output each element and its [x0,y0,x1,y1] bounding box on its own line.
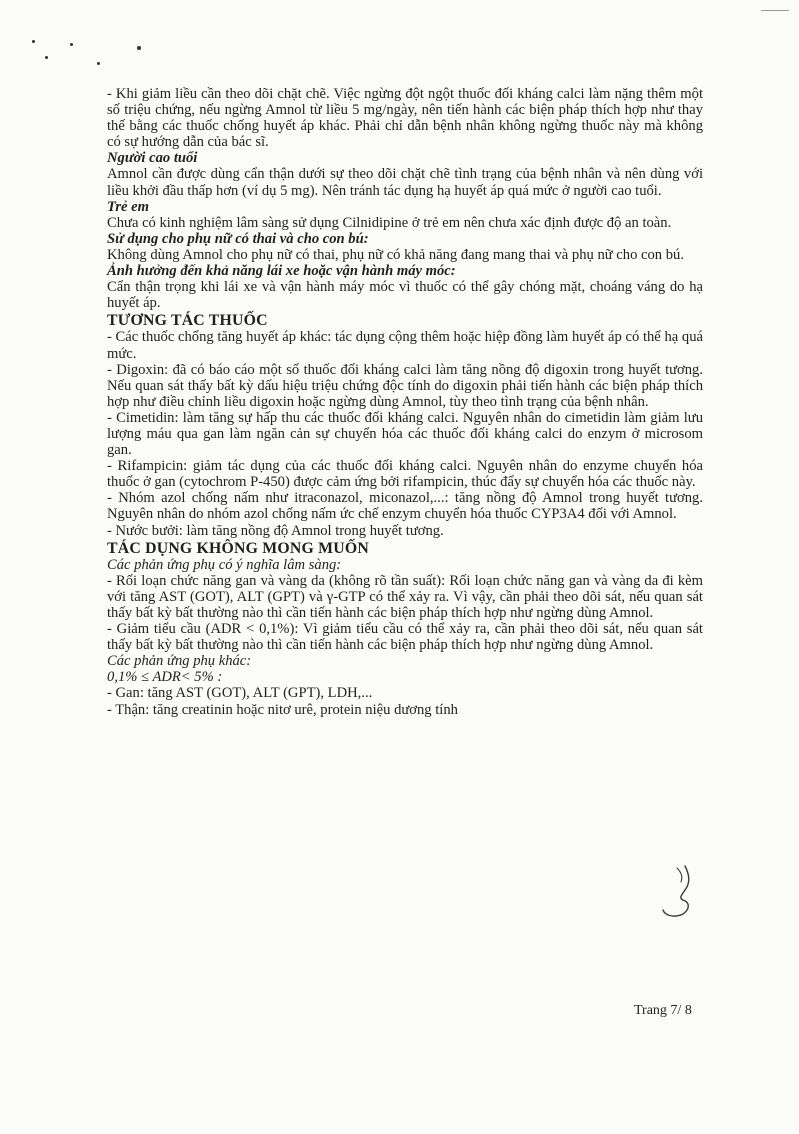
paragraph: Không dùng Amnol cho phụ nữ có thai, phụ nữ có khả năng đang mang thai và phụ nữ cho con bú. [107,246,684,263]
list-item: - Cimetidin: làm tăng sự hấp thu các thuốc đối kháng calci. Nguyên nhân do cimetidin làm giảm lưu lượng máu qua gan làm ngăn cản sự chuyển hóa các thuốc đối kháng calci do enzym ở microsom gan. [107,409,703,459]
section-title-interactions: TƯƠNG TÁC THUỐC [107,312,268,330]
paragraph: Cẩn thận trọng khi lái xe và vận hành máy móc vì thuốc có thể gây chóng mặt, choáng váng do hạ huyết áp. [107,279,703,312]
subheading-children: Trẻ em [107,198,150,215]
document-body [107,86,703,718]
list-item: - Digoxin: đã có báo cáo một số thuốc đối kháng calci làm tăng nồng độ digoxin trong huyết tương. Nếu quan sát thấy bất kỳ dấu hiệu triệu chứng độc tính do digoxin phải tiến hành các biện pháp thích hợp như điều chỉnh liều digoxin hoặc ngừng dùng Amnol, tùy theo tình trạng của bệnh nhân. [107,361,703,410]
list-item: - Các thuốc chống tăng huyết áp khác: tác dụng cộng thêm hoặc hiệp đồng làm huyết áp có thể hạ quá mức. [107,329,703,362]
subnote-clinical-reactions: Các phản ứng phụ có ý nghĩa lâm sàng: [107,556,342,573]
list-item: - Nhóm azol chống nấm như itraconazol, miconazol,...: tăng nồng độ Amnol trong huyết tương. Nguyên nhân do nhóm azol chống nấm ức chế enzym chuyển hóa thuốc CYP3A4 đối với Amnol. [107,490,703,523]
list-item: - Thận: tăng creatinin hoặc nitơ urê, protein niệu dương tính [107,701,458,718]
list-item: - Rối loạn chức năng gan và vàng da (không rõ tần suất): Rối loạn chức năng gan và vàng da đi kèm với tăng AST (GOT), ALT (GPT) và γ-GTP có thể xảy ra. Vì vậy, cần phải theo dõi sát, nếu quan sát thấy bất kỳ bất thường nào thì cần tiến hành các biện pháp thích hợp như ngừng dùng Amnol. [107,572,703,621]
subnote-frequency: 0,1% ≤ ADR< 5% : [107,669,223,686]
scan-speck [45,56,48,59]
paragraph: Chưa có kinh nghiệm lâm sàng sử dụng Cilnidipine ở trẻ em nên chưa xác định được độ an toàn. [107,214,672,231]
list-item: - Rifampicin: giảm tác dụng của các thuốc đối kháng calci. Nguyên nhân do enzyme chuyển hóa thuốc ở gan (cytochrom P-450) được cảm ứng bởi rifampicin, thúc đẩy sự chuyển hóa các thuốc này. [107,458,703,491]
handwritten-signature [655,862,699,922]
section-title-adverse-effects: TÁC DỤNG KHÔNG MONG MUỐN [107,539,369,557]
paragraph: - Khi giảm liều cần theo dõi chặt chẽ. Việc ngừng đột ngột thuốc đối kháng calci làm nặng thêm một số triệu chứng, nếu ngừng Amnol từ liều 5 mg/ngày, nên tiến hành các biện pháp thích hợp như thay thế bằng các thuốc chống huyết áp khác. Phải chỉ dẫn bệnh nhân không ngừng thuốc này mà không có sự hướng dẫn của bác sĩ. [107,86,703,151]
list-item: - Nước bưởi: làm tăng nồng độ Amnol trong huyết tương. [107,522,444,539]
scan-speck [137,46,141,50]
list-item: - Giảm tiểu cầu (ADR < 0,1%): Vì giảm tiểu cầu có thể xảy ra, cần phải theo dõi sát, nếu quan sát thấy bất kỳ bất thường nào thì cần tiến hành các biện pháp thích hợp như ngừng dùng Amnol. [107,621,703,654]
page-number: Trang 7/ 8 [634,1003,692,1018]
scan-edge-line [761,10,789,11]
list-item: - Gan: tăng AST (GOT), ALT (GPT), LDH,... [107,685,373,702]
scan-speck [32,40,35,43]
subheading-elderly: Người cao tuổi [107,150,198,167]
subheading-pregnancy: Sử dụng cho phụ nữ có thai và cho con bú: [107,230,369,247]
scan-speck [97,62,100,65]
subheading-driving: Ảnh hưởng đến khả năng lái xe hoặc vận hành máy móc: [107,263,456,280]
paragraph: Amnol cần được dùng cẩn thận dưới sự theo dõi chặt chẽ tình trạng của bệnh nhân và nên dùng với liều khởi đầu thấp hơn (ví dụ 5 mg). Nên tránh tác dụng hạ huyết áp quá mức ở người cao tuổi. [107,166,703,199]
scan-speck [70,43,73,46]
subnote-other-reactions: Các phản ứng phụ khác: [107,653,252,670]
